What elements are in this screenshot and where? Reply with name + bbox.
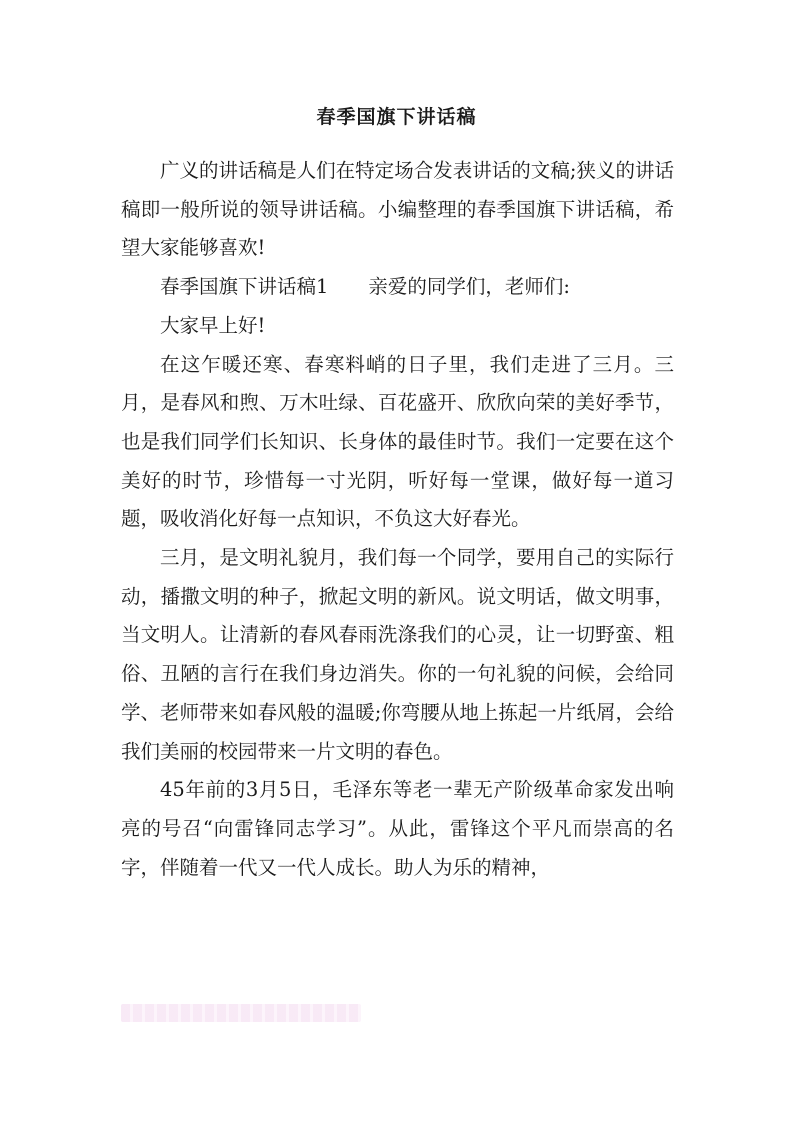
paragraph-lei-feng: 45年前的3月5日，毛泽东等老一辈无产阶级革命家发出响亮的号召“向雷锋同志学习”。从此，雷锋这个平凡而崇高的名字，伴随着一代又一代人成长。助人为乐的精神， [121,778,674,879]
faded-watermark [121,1004,361,1022]
paragraph-intro: 广义的讲话稿是人们在特定场合发表讲话的文稿;狭义的讲话稿即一般所说的领导讲话稿。小编整理的春季国旗下讲话稿，希望大家能够喜欢! [121,159,674,260]
paragraph-civility-month: 三月，是文明礼貌月，我们每一个同学，要用自己的实际行动，播撒文明的种子，掀起文明的新风。说文明话，做文明事，当文明人。让清新的春风春雨洗涤我们的心灵，让一切野蛮、粗俗、丑陋的言行在我们身边消失。你的一句礼貌的问候，会给同学、老师带来如春风般的温暖;你弯腰从地上拣起一片纸屑，会给我们美丽的校园带来一片文明的春色。 [121,546,674,763]
paragraph-march-season: 在这乍暖还寒、春寒料峭的日子里，我们走进了三月。三月，是春风和煦、万木吐绿、百花盛开、欣欣向荣的美好季节，也是我们同学们长知识、长身体的最佳时节。我们一定要在这个美好的时节，珍惜每一寸光阴，听好每一堂课，做好每一道习题，吸收消化好每一点知识，不负这大好春光。 [121,352,674,531]
paragraph-greeting: 大家早上好! [160,313,266,337]
paragraph-heading-line [121,268,674,307]
document-title: 春季国旗下讲话稿 [316,106,477,128]
salutation: 亲爱的同学们，老师们: [368,275,570,299]
speech-heading: 春季国旗下讲话稿1 [160,275,329,299]
document-body [121,152,674,887]
